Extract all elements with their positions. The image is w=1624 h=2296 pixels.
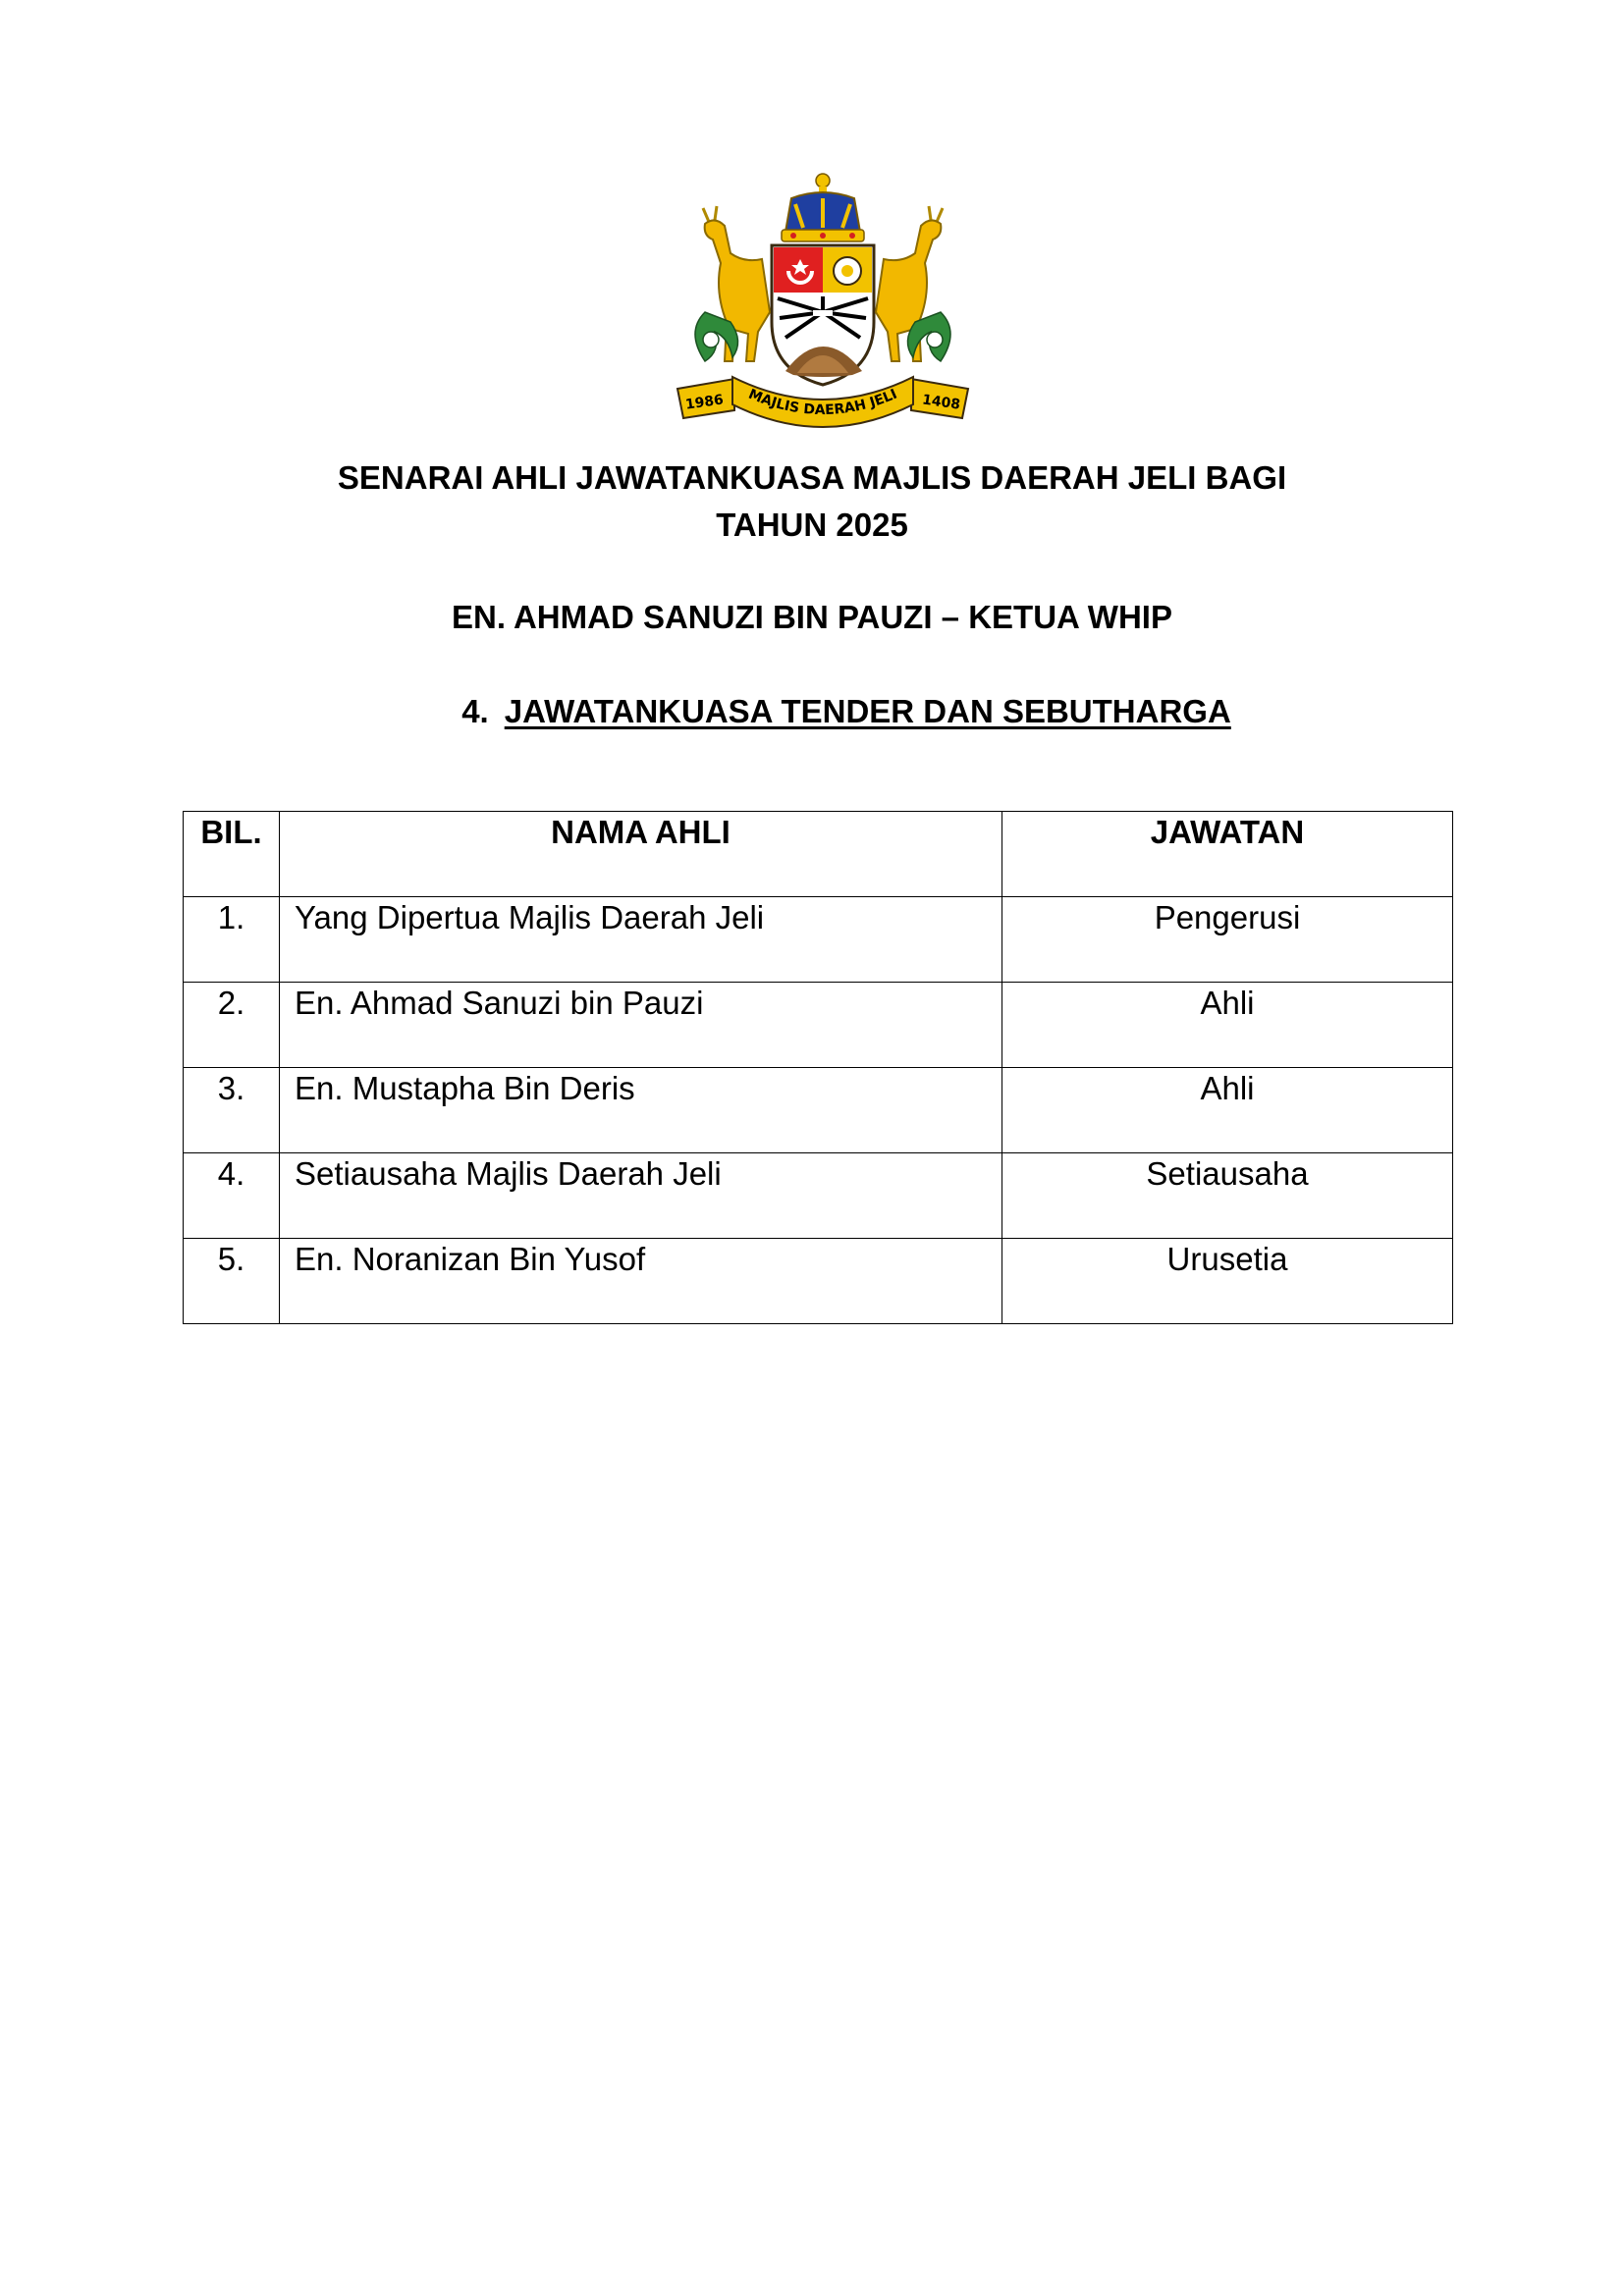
table-header-row <box>184 812 1453 897</box>
row-jawatan: Pengerusi <box>1002 897 1453 983</box>
document-subtitle: EN. AHMAD SANUZI BIN PAUZI – KETUA WHIP <box>452 599 1172 635</box>
logo-year-right: 1408 <box>921 392 961 413</box>
row-bil: 5. <box>184 1239 280 1324</box>
document-title-line1: SENARAI AHLI JAWATANKUASA MAJLIS DAERAH JELI BAGI <box>337 459 1287 496</box>
shield-icon <box>772 245 874 385</box>
row-nama: Yang Dipertua Majlis Daerah Jeli <box>280 897 1002 983</box>
row-bil: 4. <box>184 1153 280 1239</box>
header-bil: BIL. <box>184 812 280 897</box>
table-row <box>184 897 1453 983</box>
members-table <box>183 811 1453 1324</box>
table-row <box>184 1153 1453 1239</box>
logo-text: MAJLIS DAERAH JELI <box>745 386 900 419</box>
table-row <box>184 1068 1453 1153</box>
section-number: 4. <box>461 693 489 729</box>
table-row <box>184 983 1453 1068</box>
document-title-line2: TAHUN 2025 <box>716 507 908 543</box>
header-jawatan: JAWATAN <box>1002 812 1453 897</box>
row-bil: 3. <box>184 1068 280 1153</box>
section-title: JAWATANKUASA TENDER DAN SEBUTHARGA <box>504 693 1231 729</box>
row-nama: En. Ahmad Sanuzi bin Pauzi <box>280 983 1002 1068</box>
crown-icon <box>782 174 864 241</box>
section-heading <box>0 693 1624 730</box>
row-bil: 2. <box>184 983 280 1068</box>
row-jawatan: Ahli <box>1002 983 1453 1068</box>
row-nama: En. Mustapha Bin Deris <box>280 1068 1002 1153</box>
table-row <box>184 1239 1453 1324</box>
majlis-daerah-jeli-crest-icon <box>676 165 970 430</box>
logo-year-left: 1986 <box>684 392 725 413</box>
row-jawatan: Ahli <box>1002 1068 1453 1153</box>
header-nama: NAMA AHLI <box>280 812 1002 897</box>
row-jawatan: Setiausaha <box>1002 1153 1453 1239</box>
row-bil: 1. <box>184 897 280 983</box>
row-nama: Setiausaha Majlis Daerah Jeli <box>280 1153 1002 1239</box>
row-jawatan: Urusetia <box>1002 1239 1453 1324</box>
row-nama: En. Noranizan Bin Yusof <box>280 1239 1002 1324</box>
